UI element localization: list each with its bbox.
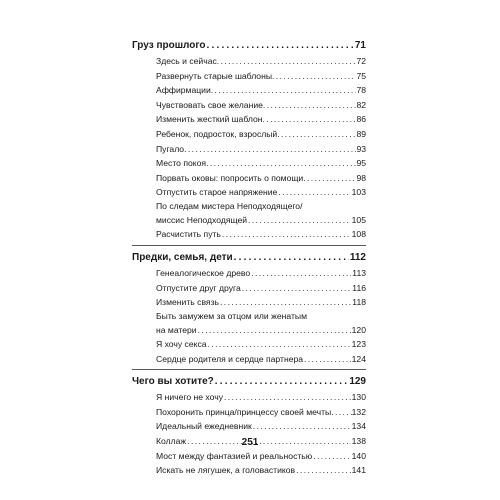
table-of-contents [132, 39, 366, 481]
toc-entry [156, 463, 366, 478]
entry-page: 134 [351, 421, 366, 432]
entry-page: 113 [352, 267, 366, 278]
section-page: 112 [349, 251, 366, 263]
toc-section [132, 39, 366, 245]
entry-page: 118 [352, 297, 366, 308]
section-page: 129 [349, 376, 366, 388]
entry-title: Место покоя [156, 158, 207, 169]
dot-leader [263, 112, 357, 127]
page-number: 251 [241, 437, 259, 448]
toc-entry [156, 352, 366, 367]
toc-entry-line1 [156, 200, 366, 213]
toc-entry [156, 83, 366, 98]
dot-leader [296, 463, 351, 478]
entry-title: миссис Неподходящей [156, 214, 248, 225]
entry-page: 123 [351, 339, 366, 350]
entry-title: Изменить связь [156, 297, 219, 308]
section-title: Груз прошлого [132, 40, 206, 51]
entry-title: Развернуть старые шаблоны [156, 70, 273, 81]
entry-page: 140 [351, 450, 366, 461]
toc-section [132, 245, 366, 369]
entry-page: 86 [356, 114, 366, 125]
dot-leader [277, 127, 356, 142]
section-heading [132, 251, 366, 264]
toc-entry [156, 156, 366, 171]
entry-title: Я ничего не хочу [156, 392, 223, 403]
entry-title: Похоронить принца/принцессу своей мечты [156, 406, 332, 417]
entry-title: Искать не лягушек, а головастиков [156, 465, 296, 476]
entry-page: 93 [356, 143, 366, 154]
section-heading [132, 39, 366, 52]
toc-entry [156, 142, 366, 157]
toc-entry [156, 98, 366, 113]
dot-leader [198, 323, 351, 338]
entry-page: 124 [351, 353, 366, 364]
entry-page: 116 [352, 282, 366, 293]
dot-leader [211, 83, 357, 98]
toc-entry [156, 337, 366, 352]
dot-leader [220, 295, 351, 310]
toc-entry [156, 281, 366, 296]
dot-leader [206, 156, 356, 171]
entry-page: 72 [356, 56, 366, 66]
entry-page: 82 [356, 99, 366, 110]
entry-title: Здесь и сейчас [156, 56, 217, 66]
dot-leader [184, 142, 356, 157]
section-page: 71 [354, 40, 366, 51]
toc-entry [156, 449, 366, 464]
dot-leader [208, 337, 351, 352]
dot-leader [304, 352, 351, 367]
dot-leader [222, 227, 351, 242]
entry-page: 130 [351, 392, 366, 403]
dot-leader [263, 98, 357, 113]
entry-title: Расчистить путь [156, 229, 221, 240]
entry-page: 78 [356, 85, 366, 96]
entry-page: 95 [356, 158, 366, 169]
entry-title: Мост между фантазией и реальностью [156, 450, 313, 461]
entry-title: Аффирмации [156, 85, 211, 96]
entry-page: 105 [351, 214, 366, 225]
dot-leader [253, 419, 351, 434]
toc-entry [156, 390, 366, 405]
toc-section [132, 369, 366, 481]
dot-leader [215, 375, 349, 388]
toc-entry [156, 227, 366, 242]
toc-entry [156, 213, 366, 228]
entry-title: Отпустите друг друга [156, 282, 241, 293]
entry-title: Пугало [156, 143, 185, 154]
toc-entry [156, 405, 366, 420]
entry-page: 89 [356, 128, 366, 139]
dot-leader [224, 390, 351, 405]
section-title: Чего вы хотите? [132, 376, 214, 388]
toc-entry [156, 54, 366, 69]
toc-entry [156, 171, 366, 186]
section-heading [132, 375, 366, 388]
entry-page: 120 [351, 324, 366, 335]
entry-title-line1: Быть замужем за отцом или женатым [156, 310, 307, 321]
entry-page: 75 [356, 70, 366, 81]
entry-page: 141 [351, 465, 366, 476]
dot-leader [251, 266, 351, 281]
entry-title: на матери [156, 324, 197, 335]
dot-leader [242, 281, 352, 296]
dot-leader [217, 54, 357, 69]
toc-entry [156, 295, 366, 310]
toc-entry [156, 323, 366, 338]
entry-title: Чувствовать свое желание [156, 99, 263, 110]
entry-page: 98 [356, 172, 366, 183]
entry-title: Ребенок, подросток, взрослый [156, 128, 278, 139]
dot-leader [248, 213, 351, 228]
entry-page: 108 [351, 229, 366, 240]
dot-leader [272, 69, 356, 84]
entry-title: Я хочу секса [156, 339, 207, 350]
section-title: Предки, семья, дети [132, 251, 233, 263]
entry-page: 138 [351, 436, 366, 447]
toc-entry-line1 [156, 310, 366, 323]
toc-entry [156, 266, 366, 281]
toc-entry [156, 185, 366, 200]
entry-title-line1: По следам мистера Неподходящего/ [156, 200, 303, 211]
dot-leader [234, 251, 349, 264]
dot-leader [278, 185, 350, 200]
entry-title: Порвать оковы: попросить о помощи [156, 172, 304, 183]
entry-page: 132 [351, 406, 366, 417]
dot-leader [331, 405, 351, 420]
entry-title: Коллаж [156, 436, 187, 447]
toc-entry [156, 419, 366, 434]
dot-leader [207, 39, 354, 52]
entry-title: Идеальный ежедневник [156, 421, 252, 432]
dot-leader [313, 449, 350, 464]
toc-entry [156, 112, 366, 127]
toc-entry [156, 127, 366, 142]
entry-title: Сердце родителя и сердце партнера [156, 353, 304, 364]
entry-title: Генеалогическое древо [156, 267, 251, 278]
entry-title: Изменить жесткий шаблон [156, 114, 263, 125]
dot-leader [303, 171, 356, 186]
toc-entry [156, 69, 366, 84]
entry-title: Отпустить старое напряжение [156, 187, 278, 198]
entry-page: 103 [351, 187, 366, 198]
